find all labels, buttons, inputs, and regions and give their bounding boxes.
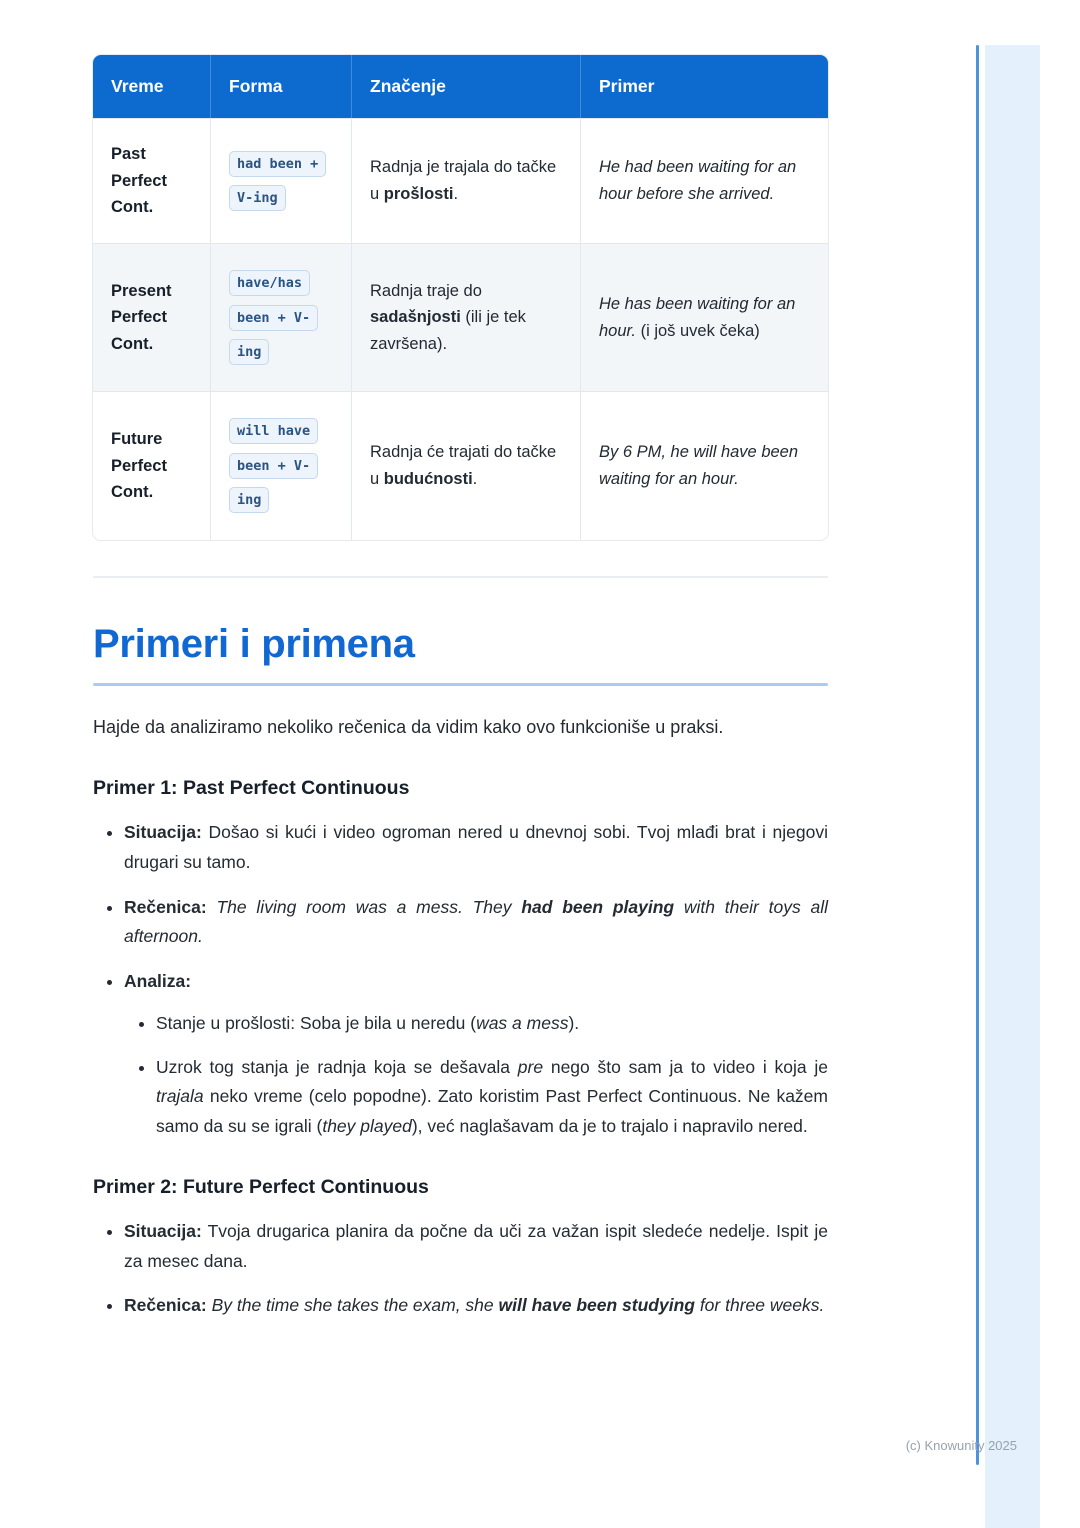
cell-form: [210, 118, 351, 243]
list-item: • Uzrok tog stanja je radnja koja se dešavala pre nego što sam ja to video i koja je trajala neko vreme (celo popodne). Zato koristim Past Perfect Continuous. Ne kažem samo da su se igrali (they played), već naglašavam da je to trajalo i napravilo nered.: [156, 1053, 828, 1142]
column-header-vreme: Vreme: [93, 55, 210, 118]
list-item: • Rečenica: The living room was a mess. They had been playing with their toys all afternoon.: [124, 893, 828, 953]
cell-meaning: Radnja će trajati do tačke u budućnosti.: [351, 391, 580, 539]
cell-tense: Past Perfect Cont.: [93, 118, 210, 243]
example1-heading: Primer 1: Past Perfect Continuous: [93, 777, 410, 800]
list-item: • Situacija: Tvoja drugarica planira da počne da uči za važan ispit sledeće nedelje. Ispit je za mesec dana.: [124, 1217, 828, 1277]
cell-meaning: Radnja je trajala do tačke u prošlosti.: [351, 118, 580, 243]
cell-example: He had been waiting for an hour before she arrived.: [580, 118, 828, 243]
cell-example: He has been waiting for an hour. (i još uvek čeka): [580, 243, 828, 391]
cell-meaning: Radnja traje do sadašnjosti (ili je tek završena).: [351, 243, 580, 391]
list-item-label: Analiza:: [124, 971, 192, 992]
list-item: • Stanje u prošlosti: Soba je bila u neredu (was a mess).: [156, 1009, 828, 1039]
table-row: [93, 118, 828, 243]
cell-tense: Future Perfect Cont.: [93, 391, 210, 539]
section-title: Primeri i primena: [93, 621, 415, 666]
example2-heading: Primer 2: Future Perfect Continuous: [93, 1175, 429, 1198]
table-header-row: [93, 55, 828, 118]
code-chip: had been + V-ing: [229, 151, 326, 211]
column-header-forma: Forma: [210, 55, 351, 118]
code-chip: have/has been + V-ing: [229, 270, 318, 365]
example2-list: [93, 1217, 828, 1321]
cell-example: By 6 PM, he will have been waiting for an hour.: [580, 391, 828, 539]
tense-table-wrapper: [93, 55, 828, 540]
example1-list: [93, 818, 828, 1142]
column-header-znacenje: Značenje: [351, 55, 580, 118]
next-page-edge-strip: [985, 45, 1040, 1528]
cell-form: [210, 391, 351, 539]
table-row: [93, 391, 828, 539]
list-item: [124, 967, 828, 1142]
section-divider: [93, 576, 828, 578]
cell-tense: Present Perfect Cont.: [93, 243, 210, 391]
cell-form: [210, 243, 351, 391]
analysis-sublist: [124, 1009, 828, 1142]
list-item: • Situacija: Došao si kući i video ogroman nered u dnevnoj sobi. Tvoj mlađi brat i njegovi drugari su tamo.: [124, 818, 828, 878]
tense-table: [93, 55, 828, 540]
list-item: • Rečenica: By the time she takes the exam, she will have been studying for three weeks.: [124, 1291, 828, 1321]
document-page: [93, 55, 828, 1336]
table-row: [93, 243, 828, 391]
intro-paragraph: Hajde da analiziramo nekoliko rečenica da vidim kako ovo funkcioniše u praksi.: [93, 716, 724, 737]
code-chip: will have been + V-ing: [229, 418, 318, 513]
section-title-underline: [93, 683, 828, 686]
copyright-notice: (c) Knowunity 2025: [905, 1438, 1017, 1453]
column-header-primer: Primer: [580, 55, 828, 118]
scroll-indicator[interactable]: [976, 45, 979, 1465]
